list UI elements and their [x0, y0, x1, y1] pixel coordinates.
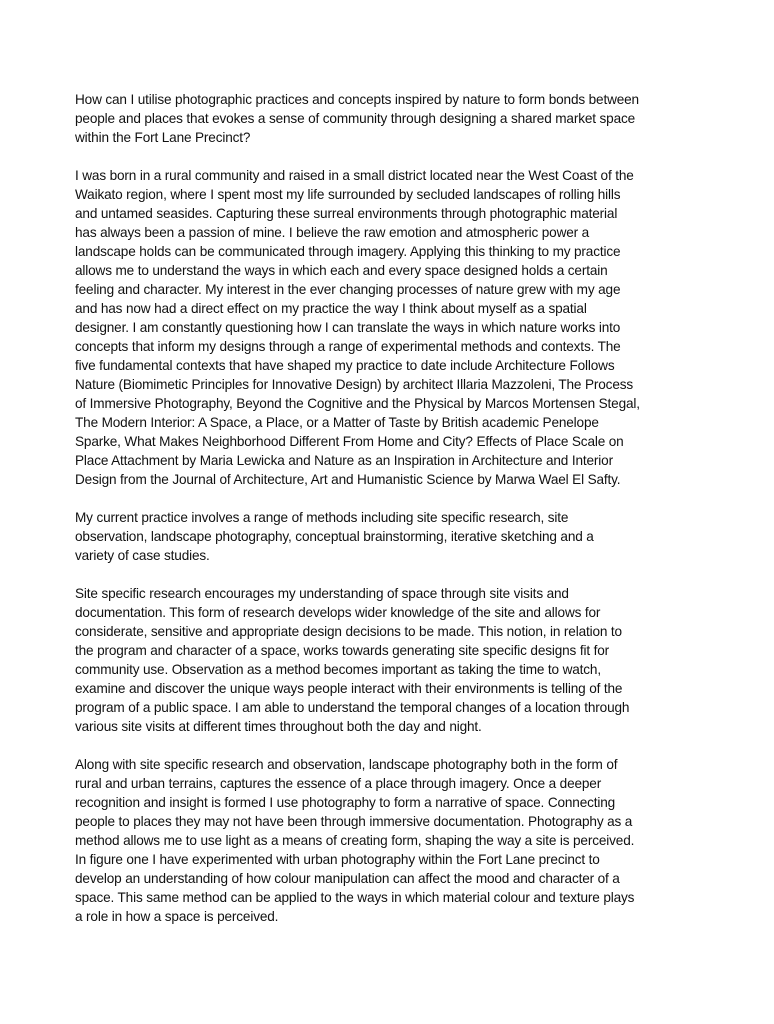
text-line: In figure one I have experimented with urban photography within the Fort Lane precinct to	[75, 852, 600, 867]
research-question-paragraph	[75, 90, 735, 147]
text-line: has always been a passion of mine. I believe the raw emotion and atmospheric power a	[75, 225, 590, 240]
text-line: and has now had a direct effect on my practice the way I think about myself as a spatial	[75, 301, 587, 316]
text-line: Sparke, What Makes Neighborhood Different From Home and City? Effects of Place Scale on	[75, 434, 624, 449]
text-line: My current practice involves a range of methods including site specific research, site	[75, 510, 569, 525]
text-line: allows me to understand the ways in which each and every space designed holds a certain	[75, 263, 608, 278]
text-line: various site visits at different times throughout both the day and night.	[75, 719, 482, 734]
text-line: landscape holds can be communicated through imagery. Applying this thinking to my practice	[75, 244, 621, 259]
text-line: people to places they may not have been through immersive documentation. Photography as a	[75, 814, 633, 829]
text-line: develop an understanding of how colour manipulation can affect the mood and character of a	[75, 871, 620, 886]
document-page	[75, 90, 735, 945]
text-line: Site specific research encourages my understanding of space through site visits and	[75, 586, 569, 601]
photography-paragraph	[75, 755, 735, 926]
text-line: the program and character of a space, works towards generating site specific designs fit for	[75, 643, 609, 658]
text-line: How can I utilise photographic practices and concepts inspired by nature to form bonds between	[75, 92, 639, 107]
text-line: Place Attachment by Maria Lewicka and Nature as an Inspiration in Architecture and Interior	[75, 453, 613, 468]
text-line: designer. I am constantly questioning how I can translate the ways in which nature works into	[75, 320, 621, 335]
text-line: Along with site specific research and observation, landscape photography both in the form of	[75, 757, 618, 772]
methods-summary-paragraph	[75, 508, 735, 565]
text-line: program of a public space. I am able to understand the temporal changes of a location through	[75, 700, 630, 715]
site-research-paragraph	[75, 584, 735, 736]
text-line: community use. Observation as a method becomes important as taking the time to watch,	[75, 662, 601, 677]
text-line: five fundamental contexts that have shaped my practice to date include Architecture Follows	[75, 358, 615, 373]
text-line: Waikato region, where I spent most my life surrounded by secluded landscapes of rolling hills	[75, 187, 621, 202]
text-line: variety of case studies.	[75, 548, 210, 563]
text-line: recognition and insight is formed I use photography to form a narrative of space. Connecting	[75, 795, 616, 810]
text-line: I was born in a rural community and raised in a small district located near the West Coast of the	[75, 168, 634, 183]
text-line: observation, landscape photography, conceptual brainstorming, iterative sketching and a	[75, 529, 594, 544]
text-line: Design from the Journal of Architecture, Art and Humanistic Science by Marwa Wael El Safty.	[75, 472, 621, 487]
text-line: of Immersive Photography, Beyond the Cognitive and the Physical by Marcos Mortensen Stegal,	[75, 396, 640, 411]
text-line: Nature (Biomimetic Principles for Innovative Design) by architect Illaria Mazzoleni, The Process	[75, 377, 634, 392]
text-line: within the Fort Lane Precinct?	[75, 130, 251, 145]
text-line: documentation. This form of research develops wider knowledge of the site and allows for	[75, 605, 601, 620]
text-line: feeling and character. My interest in the ever changing processes of nature grew with my age	[75, 282, 621, 297]
text-line: considerate, sensitive and appropriate design decisions to be made. This notion, in relation to	[75, 624, 622, 639]
text-line: The Modern Interior: A Space, a Place, or a Matter of Taste by British academic Penelope	[75, 415, 599, 430]
text-line: rural and urban terrains, captures the essence of a place through imagery. Once a deeper	[75, 776, 602, 791]
text-line: space. This same method can be applied to the ways in which material colour and texture plays	[75, 890, 635, 905]
text-line: examine and discover the unique ways people interact with their environments is telling of the	[75, 681, 623, 696]
text-line: method allows me to use light as a means of creating form, shaping the way a site is perceived.	[75, 833, 635, 848]
text-line: a role in how a space is perceived.	[75, 909, 279, 924]
text-line: concepts that inform my designs through a range of experimental methods and contexts. The	[75, 339, 621, 354]
text-line: people and places that evokes a sense of community through designing a shared market space	[75, 111, 636, 126]
background-paragraph	[75, 166, 735, 489]
text-line: and untamed seasides. Capturing these surreal environments through photographic material	[75, 206, 618, 221]
